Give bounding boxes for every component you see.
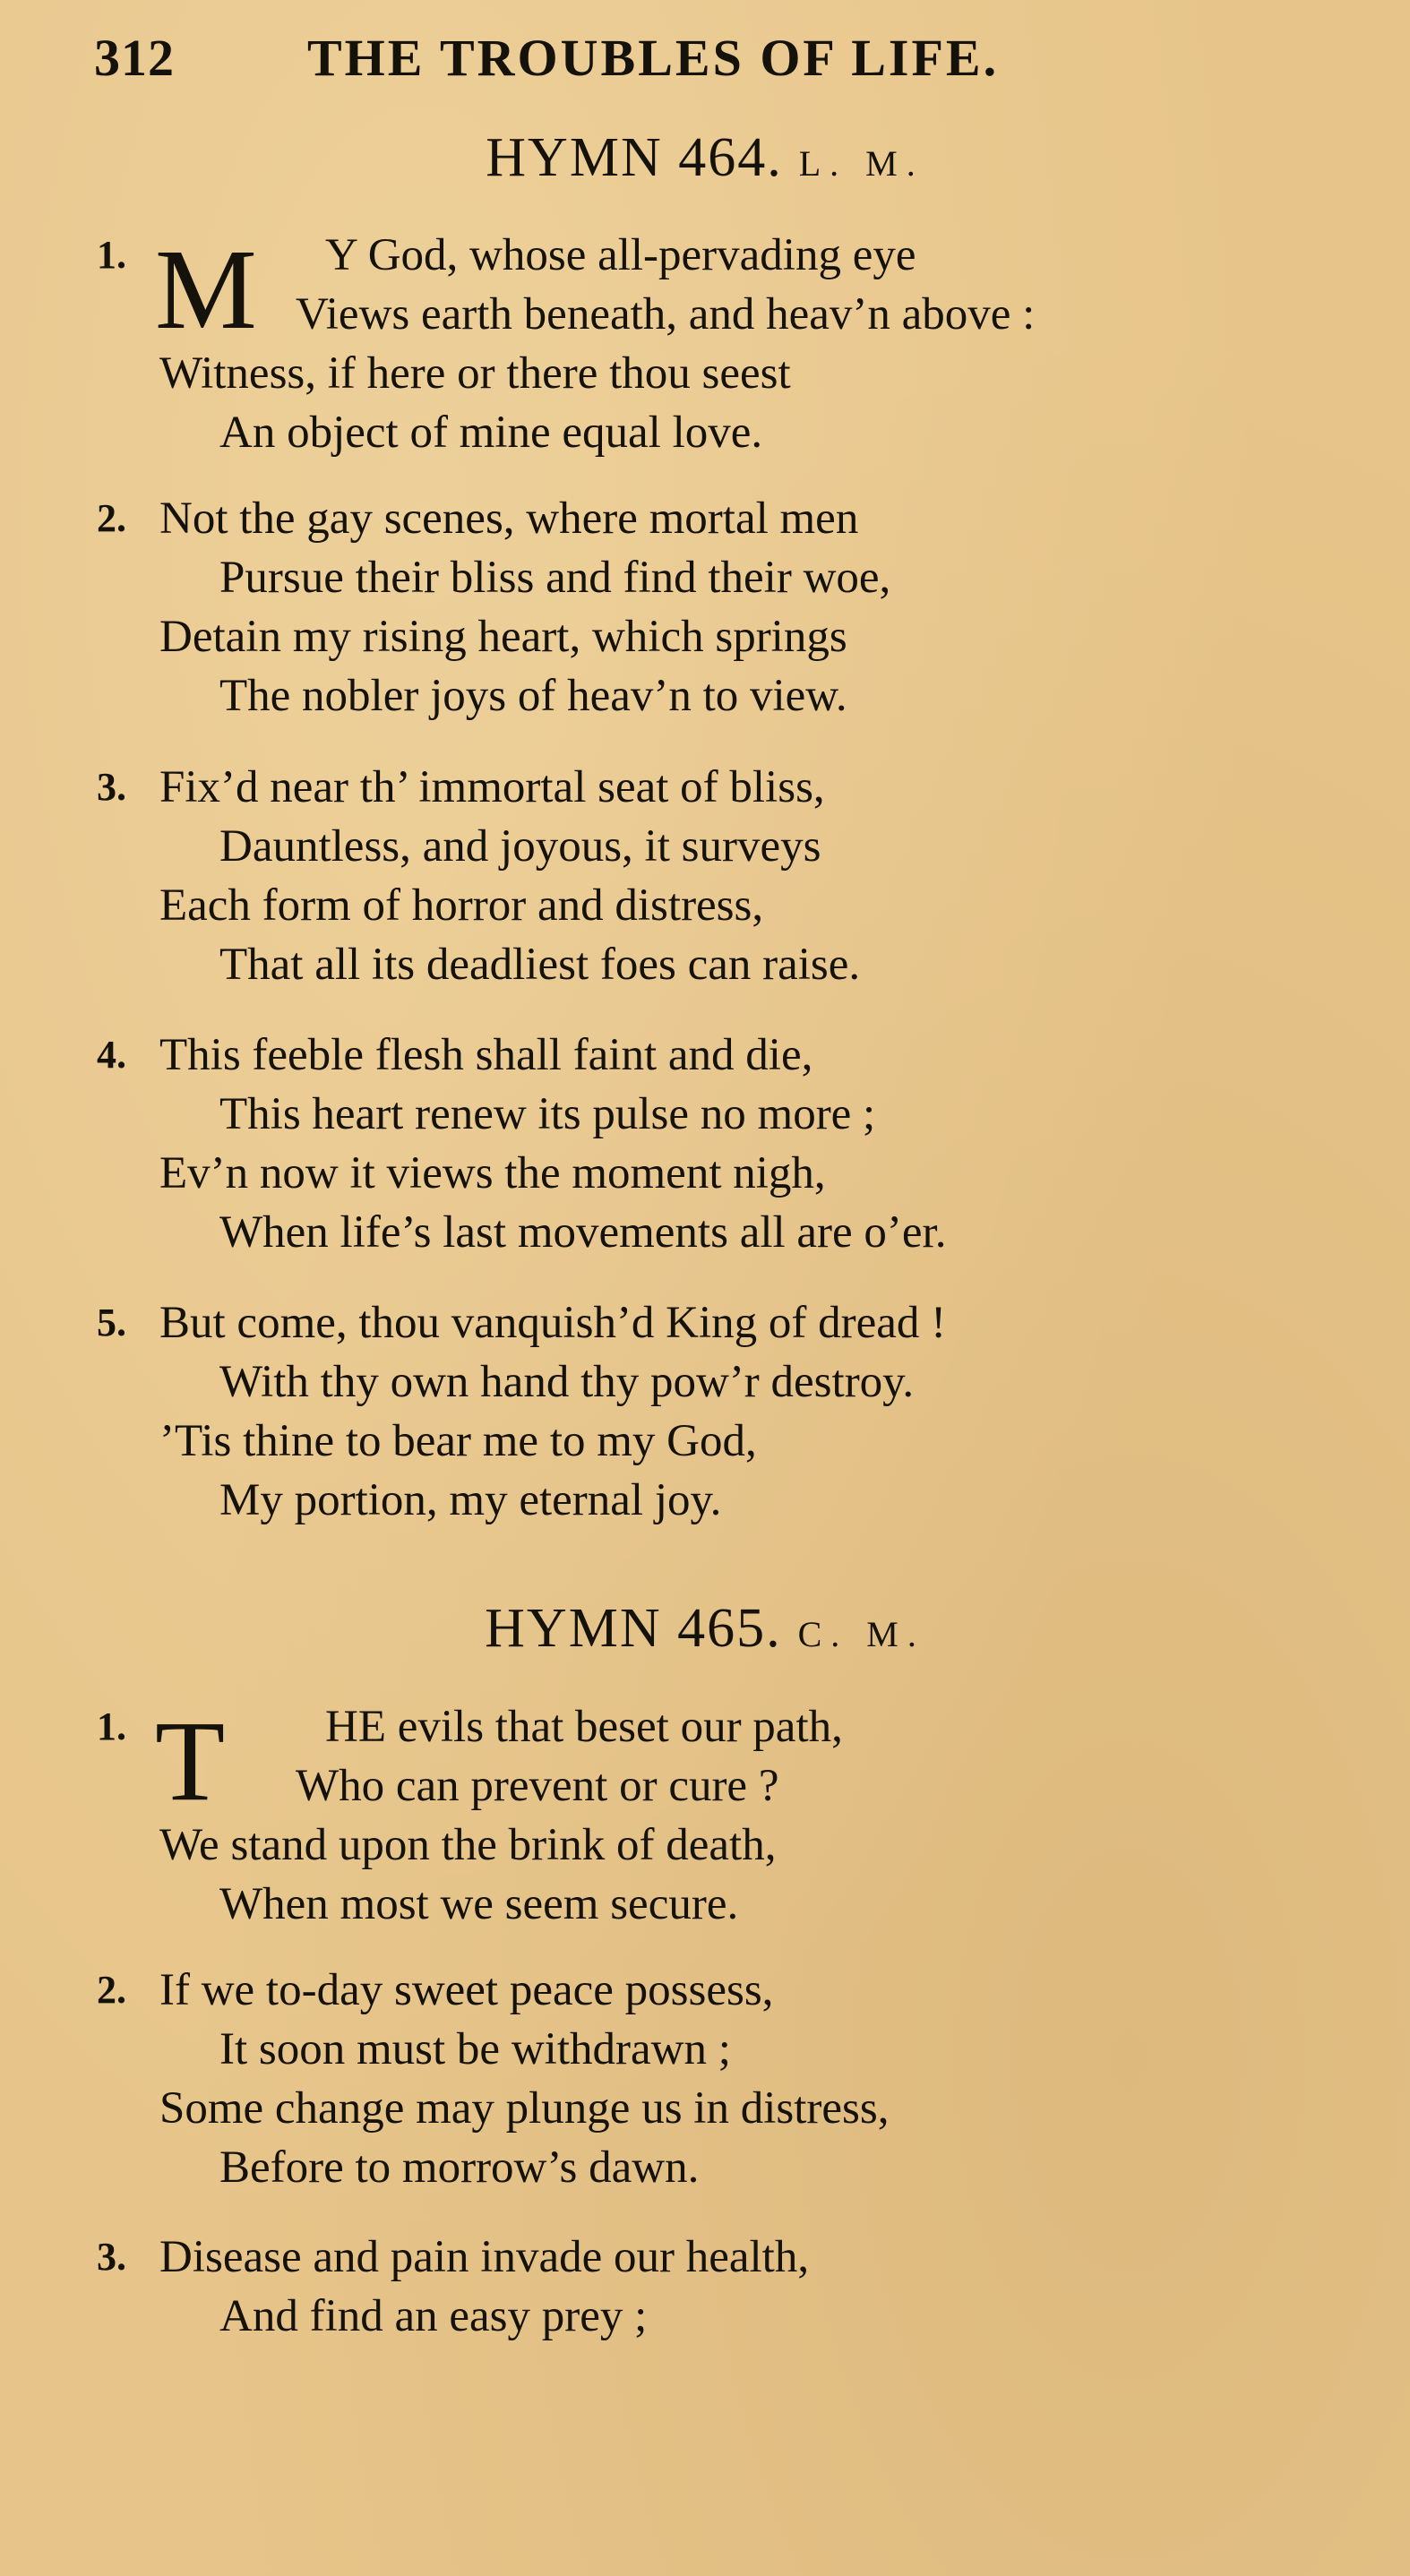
stanza-line: If we to-day sweet peace possess,: [159, 1965, 774, 2015]
hymn-title-text: HYMN 464.: [486, 127, 783, 188]
stanza-line: My portion, my eternal joy.: [219, 1475, 722, 1525]
stanza-line: Disease and pain invade our health,: [159, 2232, 810, 2282]
stanza-line: Not the gay scenes, where mortal men: [159, 494, 859, 544]
stanza-line: An object of mine equal love.: [219, 408, 763, 458]
stanza-line: HE evils that beset our path,: [325, 1702, 843, 1752]
stanza-line: Some change may plunge us in distress,: [159, 2083, 890, 2134]
hymn-meter: L. M.: [798, 143, 924, 184]
stanza-number: 1.: [97, 233, 126, 277]
hymn-464-stanza-2: [97, 489, 1387, 726]
stanza-line: It soon must be withdrawn ;: [219, 2024, 731, 2074]
running-head: [94, 27, 1330, 90]
stanza-number: 2.: [97, 496, 126, 540]
hymn-464-stanza-4: [97, 1026, 1387, 1262]
stanza-line: This heart renew its pulse no more ;: [219, 1089, 876, 1139]
hymn-464-stanza-5: [97, 1293, 1387, 1530]
hymn-465-stanza-3: [97, 2228, 1387, 2346]
stanza-line: ’Tis thine to bear me to my God,: [159, 1416, 757, 1466]
stanza-number: 3.: [97, 2235, 126, 2279]
stanza-number: 2.: [97, 1968, 126, 2012]
stanza-line: Views earth beneath, and heav’n above :: [296, 289, 1036, 339]
stanza-line: And find an easy prey ;: [219, 2291, 648, 2341]
stanza-line: This feeble flesh shall faint and die,: [159, 1030, 813, 1080]
stanza-line: Detain my rising heart, which springs: [159, 612, 847, 662]
stanza-line: But come, thou vanquish’d King of dread !: [159, 1298, 947, 1348]
hymn-465-stanza-2: [97, 1961, 1387, 2197]
stanza-number: 5.: [97, 1301, 126, 1344]
stanza-number: 3.: [97, 765, 126, 809]
stanza-line: Pursue their bliss and find their woe,: [219, 553, 891, 603]
stanza-line: Before to morrow’s dawn.: [219, 2142, 700, 2193]
stanza-number: 1.: [97, 1704, 126, 1748]
stanza-line: Witness, if here or there thou seest: [159, 348, 791, 399]
hymn-464-stanza-1: [97, 226, 1387, 462]
page-number: 312: [94, 29, 175, 87]
hymn-465-title: [0, 1594, 1410, 1669]
stanza-line: Who can prevent or cure ?: [296, 1761, 779, 1811]
hymn-465-stanza-1: [97, 1697, 1387, 1934]
stanza-line: Ev’n now it views the moment nigh,: [159, 1148, 826, 1198]
stanza-line: That all its deadliest foes can raise.: [219, 940, 861, 990]
stanza-line: With thy own hand thy pow’r destroy.: [219, 1357, 915, 1407]
stanza-line: When life’s last movements all are o’er.: [219, 1207, 947, 1258]
stanza-line: Fix’d near th’ immortal seat of bliss,: [159, 762, 825, 812]
hymn-title-text: HYMN 465.: [485, 1598, 782, 1659]
stanza-line: We stand upon the brink of death,: [159, 1820, 777, 1870]
drop-cap: T: [155, 1697, 226, 1825]
stanza-line: When most we seem secure.: [219, 1879, 739, 1929]
stanza-line: Dauntless, and joyous, it surveys: [219, 821, 821, 872]
hymn-464-stanza-3: [97, 758, 1387, 994]
stanza-line: Y God, whose all-pervading eye: [325, 230, 916, 280]
hymn-464-title: [0, 124, 1410, 198]
hymn-meter: C. M.: [797, 1614, 925, 1654]
stanza-number: 4.: [97, 1033, 126, 1077]
stanza-line: Each form of horror and distress,: [159, 880, 764, 931]
running-head-title: THE TROUBLES OF LIFE.: [307, 29, 1000, 87]
stanza-line: The nobler joys of heav’n to view.: [219, 671, 847, 721]
drop-cap: M: [155, 226, 257, 353]
